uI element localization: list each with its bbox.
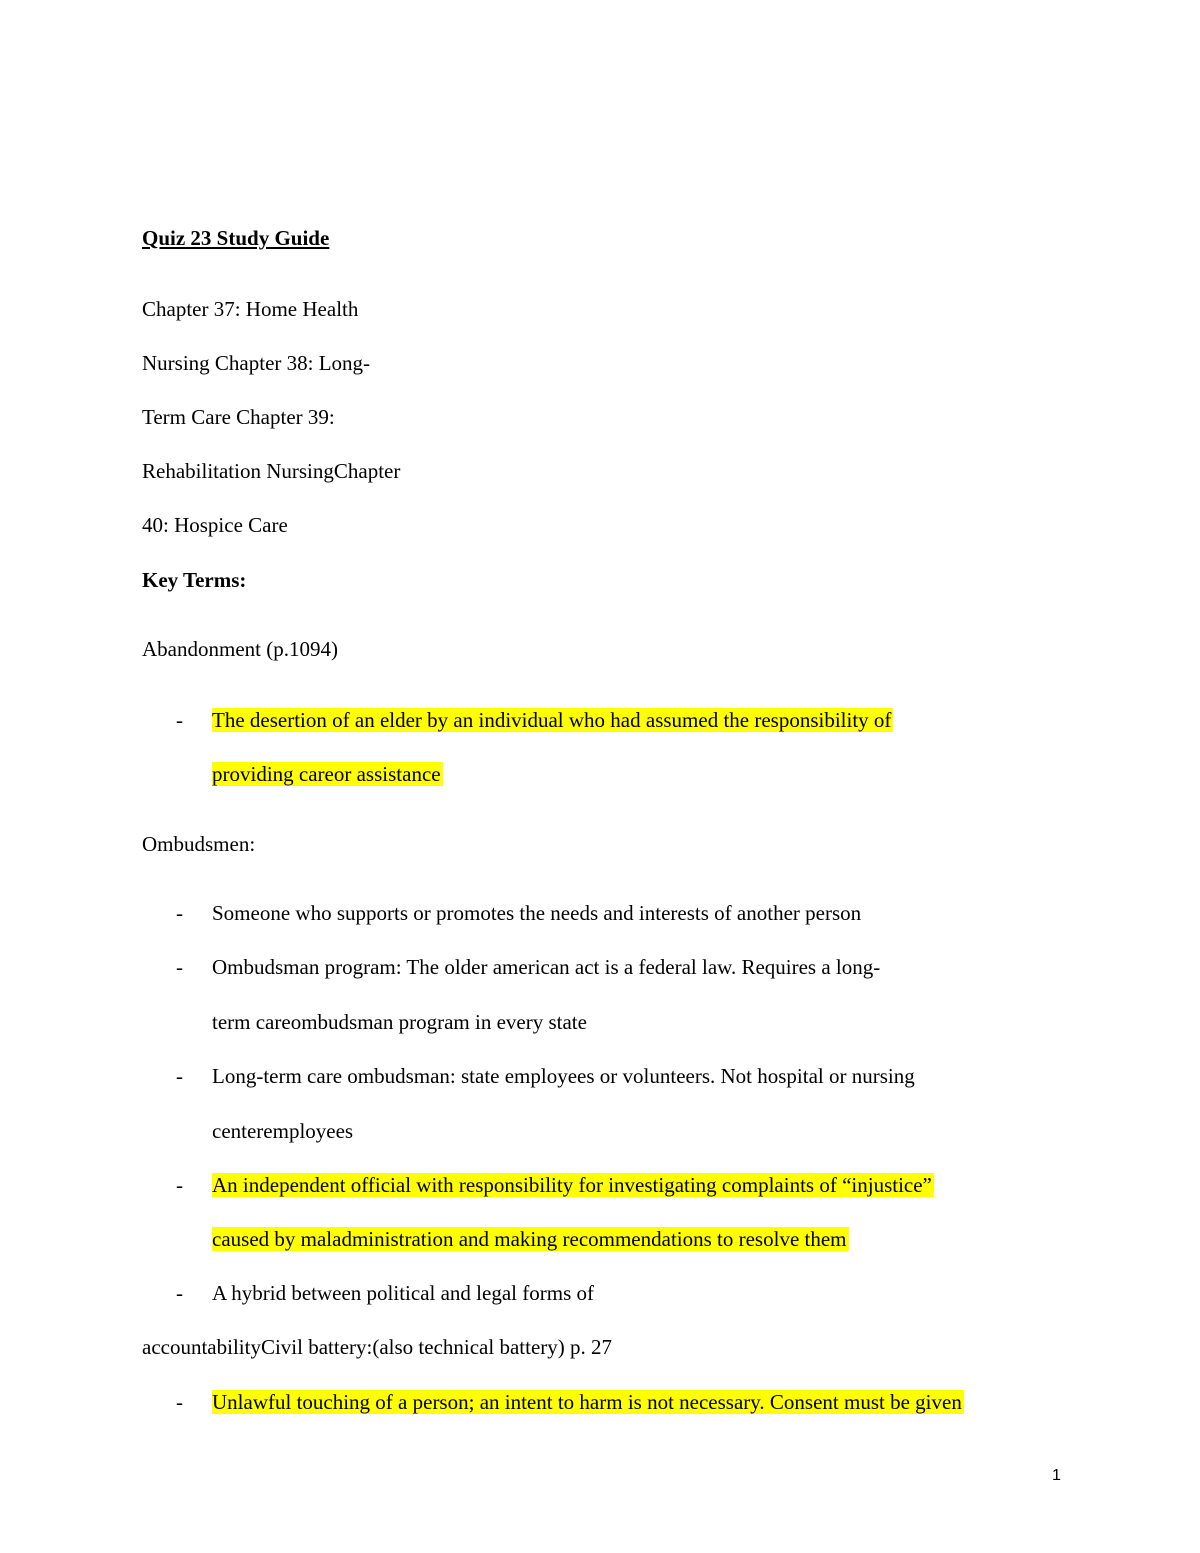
page-title: Quiz 23 Study Guide <box>142 226 330 250</box>
bullet-dash: - <box>176 901 183 925</box>
term-civil-battery: accountabilityCivil battery:(also technical battery) p. 27 <box>142 1335 613 1359</box>
bullet-line: Ombudsman program: The older american act is a federal law. Requires a long- <box>212 955 881 979</box>
chapter-line: Term Care Chapter 39: <box>142 405 335 429</box>
highlighted-text: providing careor assistance <box>212 762 441 786</box>
highlighted-text: The desertion of an elder by an individual who had assumed the responsibility of <box>212 708 892 732</box>
term-ombudsmen: Ombudsmen: <box>142 832 256 856</box>
definition-line <box>212 707 893 733</box>
bullet-dash: - <box>176 1390 183 1414</box>
chapter-line: Chapter 37: Home Health <box>142 297 359 321</box>
bullet-dash: - <box>176 1281 183 1305</box>
bullet-line: Long-term care ombudsman: state employees or volunteers. Not hospital or nursing <box>212 1064 915 1088</box>
bullet-line: Someone who supports or promotes the needs and interests of another person <box>212 901 862 925</box>
page-number: 1 <box>1052 1467 1061 1484</box>
definition-line <box>212 761 443 787</box>
bullet-dash: - <box>176 1064 183 1088</box>
chapter-line: Rehabilitation NursingChapter <box>142 459 401 483</box>
chapter-line: Nursing Chapter 38: Long- <box>142 351 371 375</box>
highlighted-text: Unlawful touching of a person; an intent to harm is not necessary. Consent must be given <box>212 1390 962 1414</box>
highlighted-text: An independent official with responsibility for investigating complaints of “injustice” <box>212 1173 932 1197</box>
bullet-dash: - <box>176 708 183 732</box>
bullet-line <box>212 1226 849 1252</box>
bullet-line <box>212 1172 934 1198</box>
bullet-dash: - <box>176 1173 183 1197</box>
bullet-dash: - <box>176 955 183 979</box>
bullet-line: centeremployees <box>212 1119 354 1143</box>
term-abandonment: Abandonment (p.1094) <box>142 637 338 661</box>
definition-line <box>212 1389 964 1415</box>
key-terms-heading: Key Terms: <box>142 568 247 592</box>
highlighted-text: caused by maladministration and making recommendations to resolve them <box>212 1227 847 1251</box>
chapter-line: 40: Hospice Care <box>142 513 288 537</box>
bullet-line: A hybrid between political and legal forms of <box>212 1281 594 1305</box>
bullet-line: term careombudsman program in every state <box>212 1010 587 1034</box>
